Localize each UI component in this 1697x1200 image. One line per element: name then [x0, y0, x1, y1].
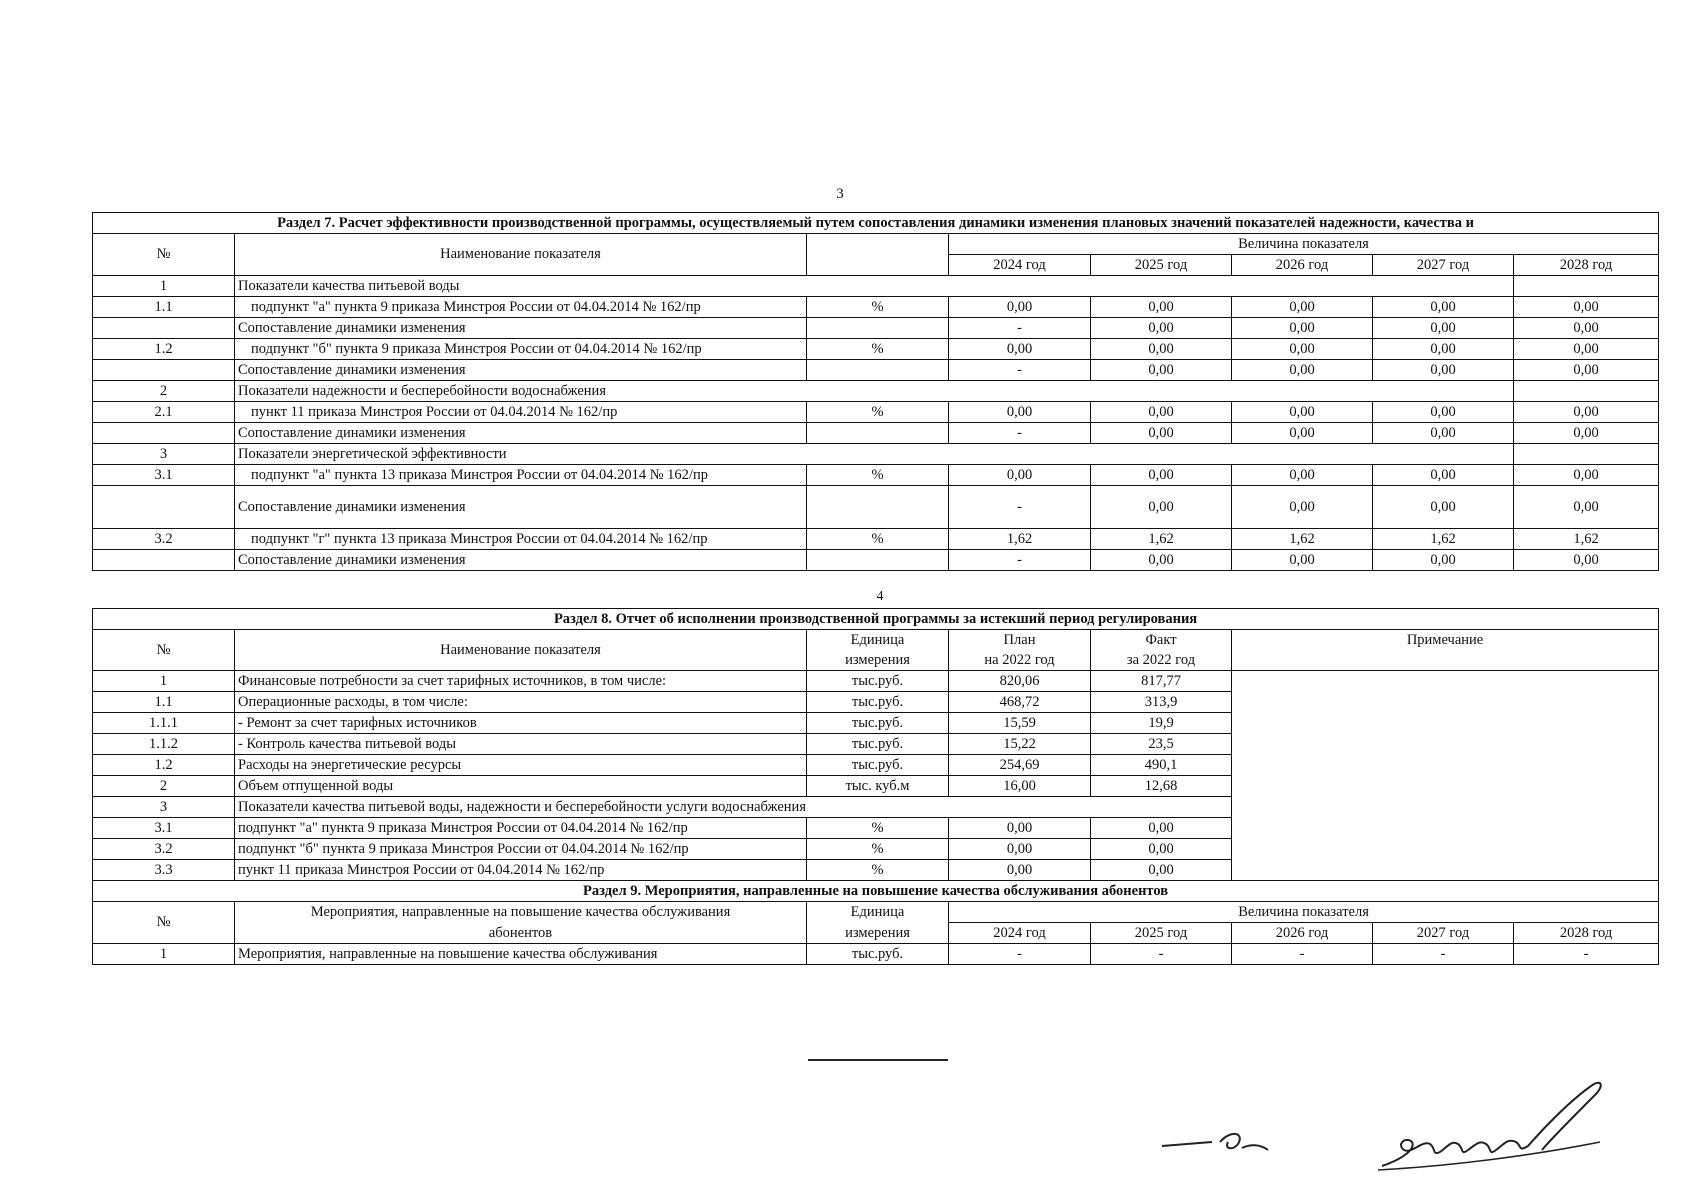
row-unit: тыс.руб.: [807, 671, 949, 692]
empty-cell: [1514, 276, 1659, 297]
col-fact-header: Факт: [1091, 630, 1232, 651]
col-unit-header: Единица: [807, 902, 949, 923]
closing-rule: [808, 1059, 948, 1061]
row-name: подпункт "б" пункта 9 приказа Минстроя России от 04.04.2014 № 162/пр: [235, 339, 807, 360]
value-cell: -: [1091, 944, 1232, 965]
plan-value: 15,22: [949, 734, 1091, 755]
row-name: подпункт "б" пункта 9 приказа Минстроя России от 04.04.2014 № 162/пр: [235, 839, 807, 860]
row-name: пункт 11 приказа Минстроя России от 04.04.2014 № 162/пр: [235, 860, 807, 881]
year-header: 2025 год: [1091, 923, 1232, 944]
col-name-header: Наименование показателя: [235, 630, 807, 671]
row-name: - Ремонт за счет тарифных источников: [235, 713, 807, 734]
fact-value: 0,00: [1091, 860, 1232, 881]
plan-value: 0,00: [949, 839, 1091, 860]
table-row: [93, 944, 1659, 965]
row-name: Показатели энергетической эффективности: [235, 444, 1373, 465]
value-cell: 0,00: [1514, 360, 1659, 381]
row-number: 2.1: [93, 402, 235, 423]
row-number: [93, 423, 235, 444]
col-no-header: №: [93, 902, 235, 944]
value-cell: 0,00: [1091, 339, 1232, 360]
value-cell: 0,00: [949, 465, 1091, 486]
row-name: подпункт "г" пункта 13 приказа Минстроя России от 04.04.2014 № 162/пр: [235, 529, 807, 550]
table-row: [93, 381, 1659, 402]
value-cell: -: [949, 360, 1091, 381]
row-name: Расходы на энергетические ресурсы: [235, 755, 807, 776]
row-unit: %: [807, 297, 949, 318]
row-unit: тыс.руб.: [807, 755, 949, 776]
value-cell: 0,00: [1232, 318, 1373, 339]
row-number: 2: [93, 776, 235, 797]
value-cell: 0,00: [1091, 423, 1232, 444]
empty-cell: [1373, 381, 1514, 402]
col-note-header: Примечание: [1232, 630, 1659, 671]
row-name: Сопоставление динамики изменения: [235, 486, 807, 529]
col-no-header: №: [93, 234, 235, 276]
value-cell: 0,00: [1514, 339, 1659, 360]
value-cell: 0,00: [1091, 360, 1232, 381]
fact-value: 0,00: [1091, 839, 1232, 860]
table-row: [93, 423, 1659, 444]
value-cell: -: [1232, 944, 1373, 965]
col-unit-header-2: измерения: [807, 923, 949, 944]
row-number: 3.3: [93, 860, 235, 881]
row-unit: %: [807, 529, 949, 550]
row-name: пункт 11 приказа Минстроя России от 04.04.2014 № 162/пр: [235, 402, 807, 423]
row-number: 1.2: [93, 339, 235, 360]
col-unit-header: Единица: [807, 630, 949, 651]
section8-9-table: [92, 608, 1659, 965]
value-cell: 0,00: [1091, 486, 1232, 529]
plan-value: 0,00: [949, 860, 1091, 881]
value-cell: 0,00: [1232, 360, 1373, 381]
value-cell: 0,00: [1091, 465, 1232, 486]
value-cell: 1,62: [1091, 529, 1232, 550]
row-name: Финансовые потребности за счет тарифных источников, в том числе:: [235, 671, 807, 692]
value-cell: 0,00: [1091, 550, 1232, 571]
value-cell: -: [949, 550, 1091, 571]
row-name: Показатели качества питьевой воды: [235, 276, 1373, 297]
value-cell: 1,62: [1232, 529, 1373, 550]
signature-stroke-1: [1162, 1134, 1268, 1150]
value-cell: 0,00: [1514, 402, 1659, 423]
value-group-header: Величина показателя: [949, 234, 1659, 255]
value-cell: 1,62: [1373, 529, 1514, 550]
row-name: Объем отпущенной воды: [235, 776, 807, 797]
row-name: - Контроль качества питьевой воды: [235, 734, 807, 755]
row-number: 1.1.1: [93, 713, 235, 734]
fact-value: 12,68: [1091, 776, 1232, 797]
value-cell: 0,00: [1232, 297, 1373, 318]
row-number: [93, 550, 235, 571]
year-header: 2028 год: [1514, 923, 1659, 944]
row-unit: %: [807, 339, 949, 360]
value-cell: 0,00: [1373, 486, 1514, 529]
value-cell: -: [1373, 944, 1514, 965]
row-number: 1.1: [93, 692, 235, 713]
year-header: 2027 год: [1373, 255, 1514, 276]
value-cell: 0,00: [1373, 339, 1514, 360]
fact-value: 19,9: [1091, 713, 1232, 734]
col-unit-header: [807, 234, 949, 276]
value-cell: 1,62: [949, 529, 1091, 550]
value-cell: -: [949, 486, 1091, 529]
year-header: 2027 год: [1373, 923, 1514, 944]
value-cell: 0,00: [1373, 402, 1514, 423]
table-row: [93, 486, 1659, 529]
value-cell: -: [949, 944, 1091, 965]
row-number: 3.2: [93, 529, 235, 550]
row-name: подпункт "а" пункта 9 приказа Минстроя России от 04.04.2014 № 162/пр: [235, 818, 807, 839]
fact-value: 817,77: [1091, 671, 1232, 692]
section7-table: [92, 212, 1659, 571]
value-cell: 0,00: [1514, 550, 1659, 571]
value-cell: 0,00: [949, 297, 1091, 318]
year-header: 2028 год: [1514, 255, 1659, 276]
fact-value: 0,00: [1091, 818, 1232, 839]
value-cell: 0,00: [1232, 402, 1373, 423]
value-cell: 0,00: [1232, 486, 1373, 529]
fact-value: 490,1: [1091, 755, 1232, 776]
empty-cell: [1373, 276, 1514, 297]
empty-cell: [1373, 444, 1514, 465]
plan-value: 0,00: [949, 818, 1091, 839]
value-cell: 0,00: [1091, 297, 1232, 318]
plan-value: 254,69: [949, 755, 1091, 776]
value-cell: 0,00: [1232, 465, 1373, 486]
value-cell: 0,00: [1514, 297, 1659, 318]
row-name: Операционные расходы, в том числе:: [235, 692, 807, 713]
row-unit: тыс.руб.: [807, 734, 949, 755]
value-cell: -: [949, 318, 1091, 339]
row-name: Показатели качества питьевой воды, надежности и бесперебойности услуги водоснабжения: [235, 797, 1232, 818]
row-number: 3: [93, 444, 235, 465]
table-row: [93, 360, 1659, 381]
table-row: [93, 297, 1659, 318]
value-cell: 1,62: [1514, 529, 1659, 550]
table-row: [93, 465, 1659, 486]
table-row: [93, 550, 1659, 571]
fact-value: 313,9: [1091, 692, 1232, 713]
empty-cell: [1514, 444, 1659, 465]
table-row: [93, 529, 1659, 550]
table-row: [93, 671, 1659, 692]
year-header: 2024 год: [949, 923, 1091, 944]
value-cell: 0,00: [1373, 550, 1514, 571]
plan-value: 468,72: [949, 692, 1091, 713]
row-unit: %: [807, 402, 949, 423]
plan-value: 16,00: [949, 776, 1091, 797]
page-number-mid: 4: [876, 589, 884, 604]
col-fact-header-2: за 2022 год: [1091, 650, 1232, 671]
year-header: 2024 год: [949, 255, 1091, 276]
row-number: 1.1: [93, 297, 235, 318]
row-unit: [807, 360, 949, 381]
row-unit: [807, 318, 949, 339]
row-number: 1: [93, 944, 235, 965]
row-name: Сопоставление динамики изменения: [235, 360, 807, 381]
value-cell: 0,00: [1232, 339, 1373, 360]
col-name-header: Мероприятия, направленные на повышение качества обслуживания: [235, 902, 807, 923]
col-plan-header-2: на 2022 год: [949, 650, 1091, 671]
plan-value: 820,06: [949, 671, 1091, 692]
signature-stroke-2: [1382, 1083, 1601, 1166]
value-cell: 0,00: [1514, 423, 1659, 444]
value-cell: 0,00: [949, 339, 1091, 360]
section9-title: Раздел 9. Мероприятия, направленные на повышение качества обслуживания абонентов: [93, 881, 1659, 902]
section7-title: Раздел 7. Расчет эффективности производственной программы, осуществляемый путем сопоставления динамики изменения плановых значений показателей надежности, качества и: [93, 213, 1659, 234]
row-number: 3.1: [93, 465, 235, 486]
row-name: Сопоставление динамики изменения: [235, 550, 807, 571]
row-unit: [807, 423, 949, 444]
row-number: 1.2: [93, 755, 235, 776]
row-name: подпункт "а" пункта 9 приказа Минстроя России от 04.04.2014 № 162/пр: [235, 297, 807, 318]
value-cell: -: [949, 423, 1091, 444]
row-number: 3.2: [93, 839, 235, 860]
value-cell: 0,00: [1373, 318, 1514, 339]
year-header: 2026 год: [1232, 923, 1373, 944]
col-name-header: Наименование показателя: [235, 234, 807, 276]
row-number: [93, 360, 235, 381]
plan-value: 15,59: [949, 713, 1091, 734]
row-number: 1: [93, 671, 235, 692]
value-group-header: Величина показателя: [949, 902, 1659, 923]
value-cell: 0,00: [1373, 360, 1514, 381]
row-number: [93, 318, 235, 339]
value-cell: 0,00: [949, 402, 1091, 423]
value-cell: 0,00: [1373, 423, 1514, 444]
value-cell: 0,00: [1373, 297, 1514, 318]
table-row: [93, 402, 1659, 423]
col-plan-header: План: [949, 630, 1091, 651]
value-cell: 0,00: [1091, 318, 1232, 339]
row-name: Сопоставление динамики изменения: [235, 318, 807, 339]
table-row: [93, 339, 1659, 360]
col-no-header: №: [93, 630, 235, 671]
row-number: 1: [93, 276, 235, 297]
row-name: Сопоставление динамики изменения: [235, 423, 807, 444]
row-unit: [807, 486, 949, 529]
section8-title: Раздел 8. Отчет об исполнении производственной программы за истекший период регулирования: [93, 609, 1659, 630]
value-cell: -: [1514, 944, 1659, 965]
value-cell: 0,00: [1514, 486, 1659, 529]
row-unit: %: [807, 818, 949, 839]
table-row: [93, 276, 1659, 297]
value-cell: 0,00: [1514, 318, 1659, 339]
row-unit: тыс.руб.: [807, 713, 949, 734]
value-cell: 0,00: [1232, 423, 1373, 444]
row-unit: [807, 550, 949, 571]
value-cell: 0,00: [1373, 465, 1514, 486]
fact-value: 23,5: [1091, 734, 1232, 755]
row-number: [93, 486, 235, 529]
note-cell: [1232, 671, 1659, 881]
page-number-top: 3: [836, 186, 844, 202]
year-header: 2026 год: [1232, 255, 1373, 276]
year-header: 2025 год: [1091, 255, 1232, 276]
value-cell: 0,00: [1514, 465, 1659, 486]
row-unit: %: [807, 465, 949, 486]
row-name: Показатели надежности и бесперебойности водоснабжения: [235, 381, 1373, 402]
row-number: 1.1.2: [93, 734, 235, 755]
row-unit: тыс.руб.: [807, 692, 949, 713]
row-unit: тыс.руб.: [807, 944, 949, 965]
row-number: 3.1: [93, 818, 235, 839]
signature-graphic: [1150, 1070, 1670, 1185]
col-name-header-2: абонентов: [235, 923, 807, 944]
row-unit: %: [807, 839, 949, 860]
row-name: подпункт "а" пункта 13 приказа Минстроя России от 04.04.2014 № 162/пр: [235, 465, 807, 486]
value-cell: 0,00: [1091, 402, 1232, 423]
row-name: Мероприятия, направленные на повышение качества обслуживания: [235, 944, 807, 965]
row-unit: %: [807, 860, 949, 881]
col-unit-header-2: измерения: [807, 650, 949, 671]
table-row: [93, 444, 1659, 465]
table-row: [93, 318, 1659, 339]
row-number: 3: [93, 797, 235, 818]
row-number: 2: [93, 381, 235, 402]
value-cell: 0,00: [1232, 550, 1373, 571]
row-unit: тыс. куб.м: [807, 776, 949, 797]
empty-cell: [1514, 381, 1659, 402]
